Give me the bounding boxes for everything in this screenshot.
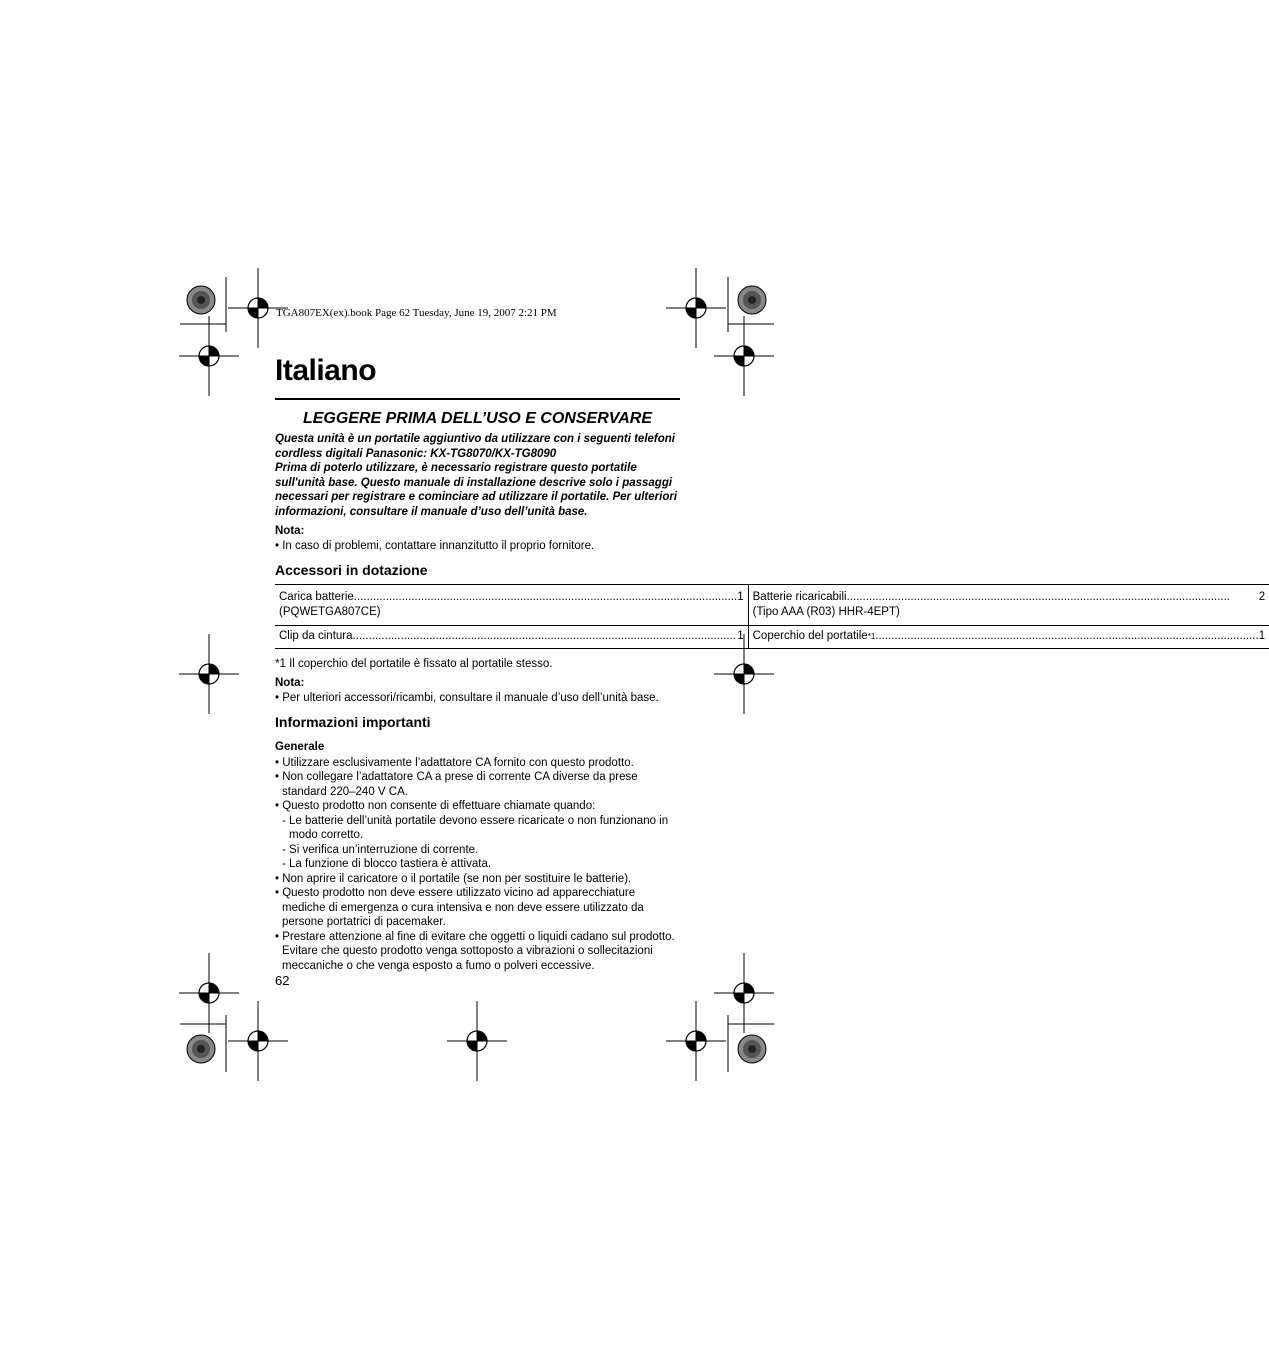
note-label: Nota: — [275, 525, 305, 537]
color-target-icon — [187, 1035, 215, 1063]
list-item: • Non collegare l’adattatore CA a prese di corrente CA diverse da prese standard 220–240 V CA. — [275, 771, 638, 798]
title-divider — [275, 398, 680, 400]
registration-mark-icon — [666, 1001, 726, 1081]
color-target-icon — [738, 286, 766, 314]
accessory-name: Coperchio del portatile — [752, 630, 868, 642]
accessory-detail: (Tipo AAA (R03) HHR-4EPT) — [752, 605, 900, 618]
table-cell — [275, 585, 748, 626]
accessory-qty: 1 — [1258, 630, 1266, 642]
section-heading: Accessori in dotazione — [275, 562, 428, 578]
footnote: *1 Il coperchio del portatile è fissato al portatile stesso. — [275, 657, 553, 670]
accessory-qty: 1 — [737, 630, 744, 642]
accessory-detail: (PQWETGA807CE) — [279, 605, 381, 618]
sub-list-item: - Le batterie dell’unità portatile devono essere ricaricate o non funzionano in modo corretto. — [282, 814, 669, 841]
list-item: • Questo prodotto non consente di effettuare chiamate quando: — [275, 800, 596, 812]
table-cell — [275, 626, 748, 649]
print-header: TGA807EX(ex).book Page 62 Tuesday, June 19, 2007 2:21 PM — [276, 307, 557, 319]
accessory-name: Clip da cintura — [279, 630, 353, 642]
registration-mark-icon — [447, 1001, 507, 1081]
table-row — [275, 626, 1269, 649]
subsection-heading: Generale — [275, 741, 325, 753]
intro-paragraph: Prima di poterlo utilizzare, è necessario registrare questo portatile sull'unità base. Questo manuale di installazione descrive solo i passaggi necessari per registrare e cominciare ad utilizzare il portatile. Per ulteriori informazioni, consultare il manuale d’uso dell’unità base. — [275, 462, 678, 518]
intro-paragraph: Questa unità è un portatile aggiuntivo da utilizzare con i seguenti telefoni cordless digitali Panasonic: KX-TG8070/KX-TG8090 — [275, 433, 675, 460]
accessory-name: Batterie ricaricabili — [752, 591, 847, 603]
list-item: • Prestare attenzione al fine di evitare che oggetti o liquidi cadano sul prodotto. Evitare che questo prodotto venga sottoposto a vibrazioni o sollecitazioni meccaniche o che venga esposto a fumo o polveri eccessive. — [275, 930, 675, 972]
main-heading: LEGGERE PRIMA DELL’USO E CONSERVARE — [302, 410, 653, 427]
table-cell: Coperchio del portatile *1 ..... 1 — [748, 626, 1269, 649]
color-target-icon — [187, 286, 215, 314]
registration-mark-icon — [714, 316, 774, 396]
registration-mark-icon — [179, 634, 239, 714]
accessory-qty: 2 — [1258, 591, 1266, 603]
registration-mark-icon — [179, 953, 239, 1033]
language-title: Italiano — [275, 354, 377, 387]
table-cell — [748, 585, 1269, 626]
page-content — [275, 410, 1266, 973]
registration-mark-icon — [714, 953, 774, 1033]
color-target-icon — [738, 1035, 766, 1063]
section-heading: Informazioni importanti — [275, 714, 431, 730]
table-row — [275, 585, 1269, 626]
accessories-table — [275, 584, 1269, 649]
accessory-qty: 1 — [737, 591, 744, 603]
page-number: 62 — [275, 973, 290, 988]
note-text: • In caso di problemi, contattare innanzitutto il proprio fornitore. — [275, 539, 595, 552]
list-item: • Utilizzare esclusivamente l’adattatore CA fornito con questo prodotto. — [275, 756, 634, 769]
accessory-name: Carica batterie — [279, 591, 354, 603]
list-item: • Questo prodotto non deve essere utilizzato vicino ad apparecchiature mediche di emergenza o cura intensiva e non deve essere utilizzato da persone portatrici di pacemaker. — [275, 887, 644, 928]
sub-list-item: - Si verifica un’interruzione di corrente. — [282, 843, 479, 856]
sub-list-item: - La funzione di blocco tastiera è attivata. — [282, 858, 492, 870]
list-item: • Non aprire il caricatore o il portatile (se non per sostituire le batterie). — [275, 872, 632, 885]
note-label: Nota: — [275, 677, 305, 689]
registration-mark-icon — [666, 268, 726, 348]
registration-mark-icon — [179, 316, 239, 396]
note-text: • Per ulteriori accessori/ricambi, consultare il manuale d’uso dell’unità base. — [275, 691, 659, 704]
registration-mark-icon — [228, 1001, 288, 1081]
